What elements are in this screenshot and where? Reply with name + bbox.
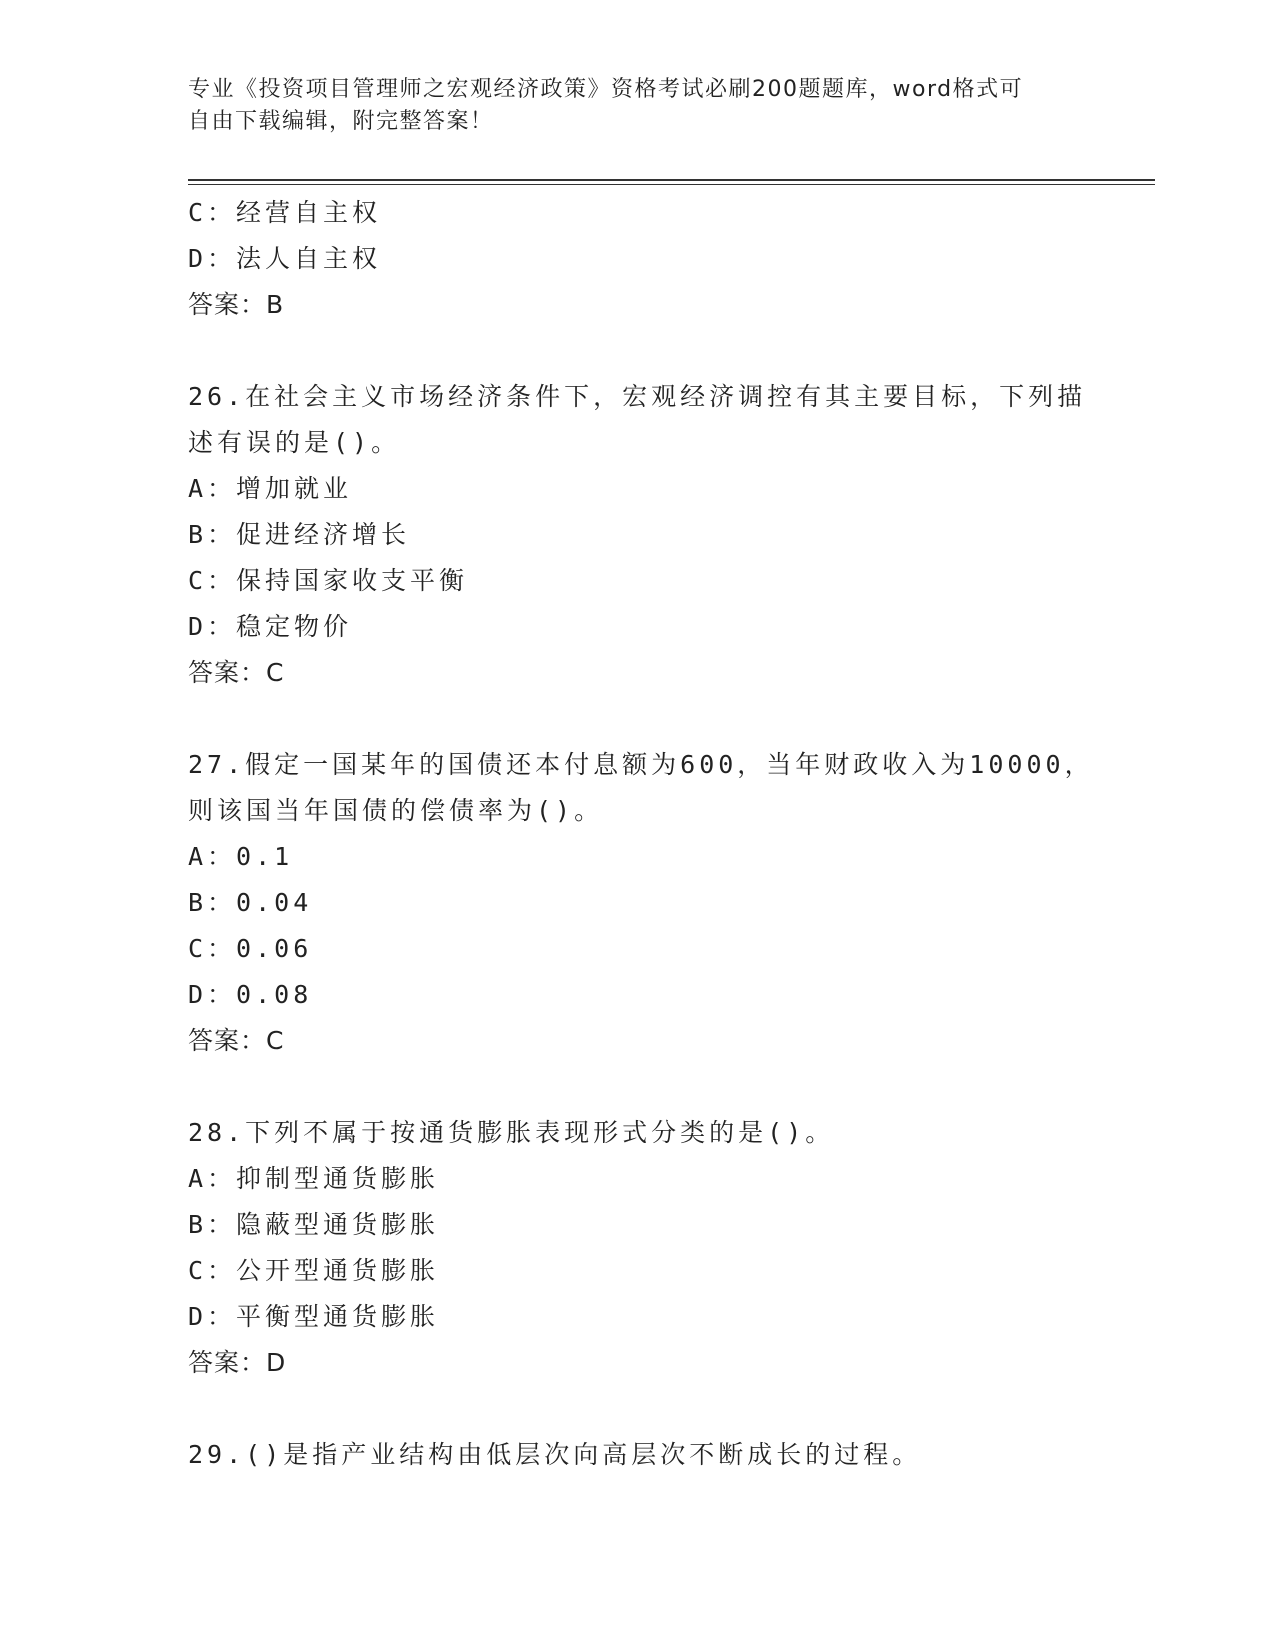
question-26-line-2: 述有误的是()。 [188,428,401,457]
answer-line: 答案：C [188,1026,285,1055]
answer-line: 答案：B [188,290,285,319]
question-26-line-1: 26.在社会主义市场经济条件下，宏观经济调控有其主要目标，下列描 [188,382,1087,411]
document-header [188,74,1068,138]
header-line-1: 专业《投资项目管理师之宏观经济政策》资格考试必刷200题题库，word格式可 [188,77,1024,102]
option-a: A：0.1 [188,842,294,871]
option-b: B：促进经济增长 [188,520,411,549]
question-27-line-1: 27.假定一国某年的国债还本付息额为600，当年财政收入为10000， [188,750,1094,779]
option-d: D：法人自主权 [188,244,382,273]
header-divider-thick [188,179,1155,181]
option-a: A：增加就业 [188,474,353,503]
answer-line: 答案：D [188,1348,287,1377]
question-28-line-1: 28.下列不属于按通货膨胀表现形式分类的是()。 [188,1118,835,1147]
option-c: C：保持国家收支平衡 [188,566,469,595]
question-27-line-2: 则该国当年国债的偿债率为()。 [188,796,604,825]
option-a: A：抑制型通货膨胀 [188,1164,440,1193]
option-d: D：0.08 [188,980,313,1009]
option-d: D：稳定物价 [188,612,353,641]
option-c: C：0.06 [188,934,313,963]
option-d: D：平衡型通货膨胀 [188,1302,440,1331]
header-line-2: 自由下载编辑，附完整答案！ [188,109,494,134]
question-29-line-1: 29.()是指产业结构由低层次向高层次不断成长的过程。 [188,1440,922,1469]
option-b: B：0.04 [188,888,313,917]
option-c: C：经营自主权 [188,198,382,227]
answer-line: 答案：C [188,658,285,687]
option-c: C：公开型通货膨胀 [188,1256,440,1285]
option-b: B：隐蔽型通货膨胀 [188,1210,440,1239]
question-content [188,190,1094,1478]
header-divider-thin [188,184,1155,185]
